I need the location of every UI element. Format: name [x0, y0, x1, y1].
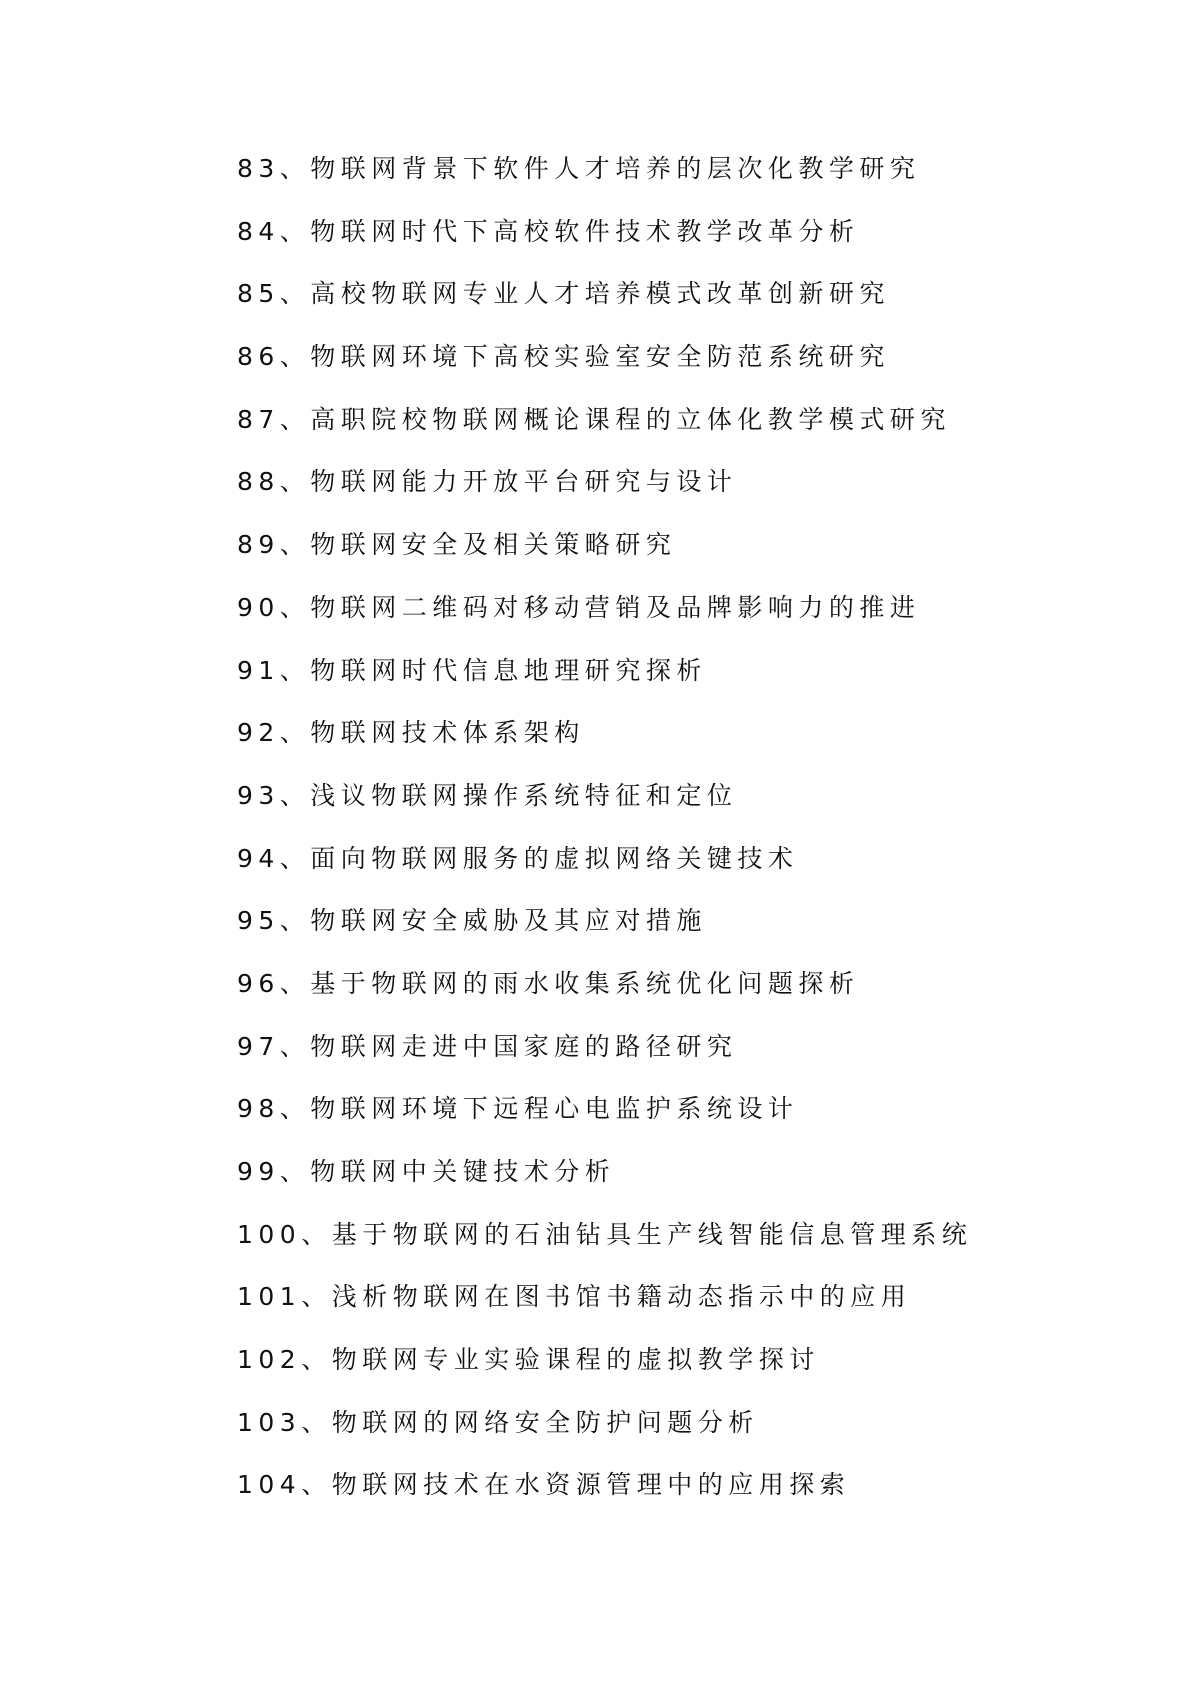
list-item: 89、物联网安全及相关策略研究	[237, 530, 677, 560]
list-item: 83、物联网背景下软件人才培养的层次化教学研究	[237, 154, 921, 183]
list-item: 92、物联网技术体系架构	[237, 718, 585, 748]
list-item: 94、面向物联网服务的虚拟网络关键技术	[237, 843, 799, 873]
list-item: 96、基于物联网的雨水收集系统优化问题探析	[237, 968, 860, 998]
topic-list	[237, 148, 972, 1527]
list-item: 104、物联网技术在水资源管理中的应用探索	[237, 1470, 851, 1500]
list-item: 99、物联网中关键技术分析	[237, 1157, 616, 1186]
list-item: 97、物联网走进中国家庭的路径研究	[237, 1031, 738, 1061]
list-item: 103、物联网的网络安全防护问题分析	[237, 1407, 759, 1437]
list-item: 102、物联网专业实验课程的虚拟教学探讨	[237, 1345, 820, 1375]
list-item: 91、物联网时代信息地理研究探析	[237, 655, 707, 685]
list-item: 98、物联网环境下远程心电监护系统设计	[237, 1094, 799, 1124]
list-item: 86、物联网环境下高校实验室安全防范系统研究	[237, 342, 890, 372]
list-item: 90、物联网二维码对移动营销及品牌影响力的推进	[237, 592, 921, 622]
list-item: 85、高校物联网专业人才培养模式改革创新研究	[237, 279, 890, 309]
list-item: 95、物联网安全威胁及其应对措施	[237, 906, 707, 936]
list-item: 93、浅议物联网操作系统特征和定位	[237, 780, 738, 810]
list-item: 84、物联网时代下高校软件技术教学改革分析	[237, 216, 860, 246]
list-item: 88、物联网能力开放平台研究与设计	[237, 467, 738, 497]
list-item: 87、高职院校物联网概论课程的立体化教学模式研究	[237, 404, 951, 434]
list-item: 100、基于物联网的石油钻具生产线智能信息管理系统	[237, 1219, 973, 1249]
list-item: 101、浅析物联网在图书馆书籍动态指示中的应用	[237, 1282, 912, 1312]
